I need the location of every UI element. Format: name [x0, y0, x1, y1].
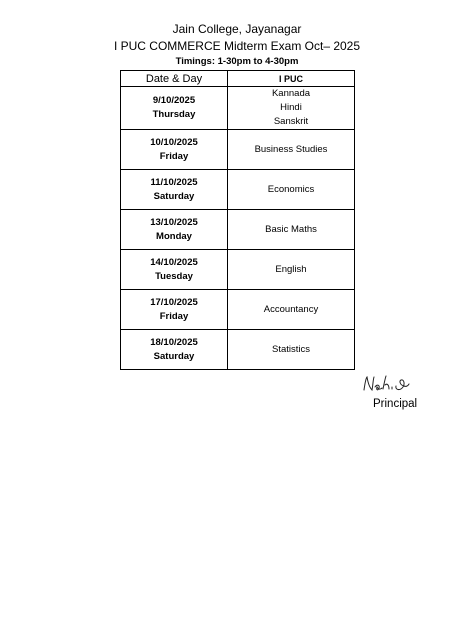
exam-title: I PUC COMMERCE Midterm Exam Oct– 2025: [113, 39, 361, 53]
subject-name: Hindi: [280, 102, 302, 113]
subject-name: Business Studies: [254, 143, 328, 155]
subject-name: English: [275, 263, 307, 275]
subject-name: Economics: [267, 183, 315, 195]
date-day-cell: [121, 87, 228, 130]
date-day-cell: [121, 210, 228, 250]
column-header-date-day: Date & Day: [121, 71, 228, 87]
signature-icon: [362, 373, 410, 395]
table-row: [121, 130, 355, 170]
exam-date: 17/10/2025: [150, 296, 198, 308]
subject-cell: [228, 170, 355, 210]
table-row: [121, 210, 355, 250]
exam-day: Saturday: [153, 190, 195, 202]
subject-cell: [228, 87, 355, 130]
table-row: [121, 330, 355, 370]
date-day-cell: [121, 130, 228, 170]
exam-date: 18/10/2025: [150, 336, 198, 348]
date-day-cell: [121, 170, 228, 210]
date-day-cell: [121, 250, 228, 290]
subject-name: Sanskrit: [273, 116, 309, 127]
table-header-row: [121, 71, 355, 87]
subject-cell: [228, 330, 355, 370]
subject-cell: [228, 290, 355, 330]
subject-name: Kannada: [271, 88, 311, 99]
subject-name: Statistics: [271, 343, 310, 355]
exam-day: Friday: [159, 150, 189, 162]
exam-day: Saturday: [153, 350, 195, 362]
exam-date: 9/10/2025: [152, 95, 196, 106]
exam-day: Tuesday: [155, 270, 193, 282]
exam-date: 10/10/2025: [150, 136, 198, 148]
college-name: Jain College, Jayanagar: [172, 22, 302, 36]
principal-label: Principal: [373, 398, 418, 410]
table-row: [121, 170, 355, 210]
table-row: [121, 250, 355, 290]
exam-timetable: [120, 70, 355, 370]
subject-cell: [228, 250, 355, 290]
exam-timings: Timings: 1-30pm to 4-30pm: [175, 56, 299, 67]
exam-date: 11/10/2025: [150, 176, 198, 188]
table-row: [121, 87, 355, 130]
exam-day: Thursday: [152, 109, 196, 120]
subject-cell: [228, 210, 355, 250]
exam-day: Friday: [159, 310, 189, 322]
column-header-i-puc: I PUC: [228, 71, 355, 87]
date-day-cell: [121, 330, 228, 370]
table-row: [121, 290, 355, 330]
subject-name: Accountancy: [263, 303, 319, 315]
subject-cell: [228, 130, 355, 170]
date-day-cell: [121, 290, 228, 330]
subject-name: Basic Maths: [265, 223, 317, 235]
exam-date: 13/10/2025: [150, 216, 198, 228]
exam-day: Monday: [156, 230, 192, 242]
exam-date: 14/10/2025: [150, 256, 198, 268]
